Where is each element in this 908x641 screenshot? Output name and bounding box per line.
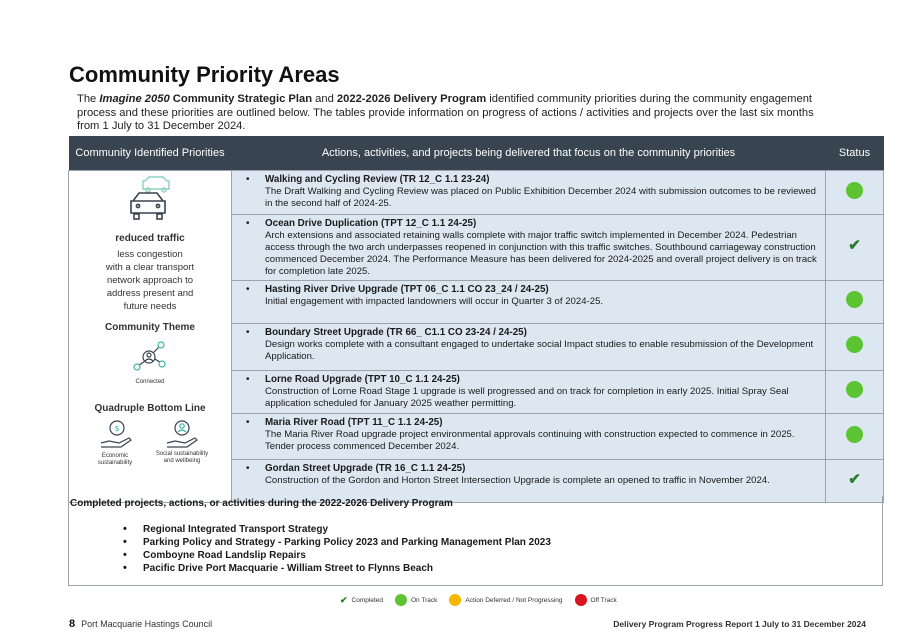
list-item: • Comboyne Road Landslip Repairs bbox=[123, 549, 551, 562]
green-dot-icon bbox=[395, 594, 407, 606]
priority-table bbox=[68, 136, 884, 503]
svg-text:$: $ bbox=[114, 423, 120, 433]
legend-completed: ✔ Completed bbox=[340, 594, 383, 605]
completed-status-icon: ✔ bbox=[848, 237, 861, 254]
qbl-economic-caption: Economic sustainability bbox=[97, 452, 133, 466]
yellow-dot-icon bbox=[449, 594, 461, 606]
table-row: • Lorne Road Upgrade (TPT 10_C 1.1 24-25) Construction of Lorne Road Stage 1 upgrade is well progressed and on track for completion in early 2025. Initial Spray Seal application scheduled for January 2025 weather permitting. bbox=[232, 370, 826, 413]
legend-on-track: On Track bbox=[395, 594, 437, 606]
priority-line-2: with a clear transport bbox=[105, 261, 195, 273]
on-track-status-icon bbox=[846, 426, 863, 443]
page-number: 8 bbox=[69, 618, 76, 630]
completed-title: Completed projects, actions, or activities during the 2022-2026 Delivery Program bbox=[70, 498, 453, 509]
legend-deferred: Action Deferred / Not Progressing bbox=[449, 594, 562, 606]
footer-report-title: Delivery Program Progress Report 1 July to 31 December 2024 bbox=[613, 619, 866, 629]
legend-off-track: Off Track bbox=[575, 594, 617, 606]
priority-line-1: less congestion bbox=[117, 248, 183, 260]
table-row: • Gordan Street Upgrade (TR 16_C 1.1 24-25) Construction of the Gordon and Horton Street Intersection Upgrade is complete an opened to traffic in November 2024. bbox=[232, 459, 826, 502]
status-cell bbox=[826, 370, 884, 413]
page-title: Community Priority Areas bbox=[69, 62, 340, 87]
completed-projects-section bbox=[68, 496, 883, 586]
on-track-status-icon bbox=[846, 336, 863, 353]
connected-icon bbox=[131, 339, 167, 375]
community-theme-label: Community Theme bbox=[104, 321, 195, 333]
on-track-status-icon bbox=[846, 291, 863, 308]
table-row: • Ocean Drive Duplication (TPT 12_C 1.1 24-25) Arch extensions and associated retaining walls complete with major traffic switch implemented in December 2024. Pedestrian access through the two arch underpasses reopened in conjunction with this traffic switches. Southbound carriageway construction commenced December 2024. The Performance Measure has been delivered for 2024-2025 and overall project delivery is on track for completion late 2025. bbox=[232, 214, 826, 280]
economic-sustainability-icon bbox=[99, 419, 133, 449]
priority-line-5: future needs bbox=[123, 300, 177, 312]
header-priorities: Community Identified Priorities bbox=[69, 136, 232, 170]
red-dot-icon bbox=[575, 594, 587, 606]
list-item: • Regional Integrated Transport Strategy bbox=[123, 523, 551, 536]
status-cell bbox=[826, 170, 884, 214]
council-name: Port Macquarie Hastings Council bbox=[81, 619, 213, 629]
status-cell bbox=[826, 214, 884, 280]
priority-line-4: address present and bbox=[106, 287, 194, 299]
social-wellbeing-icon bbox=[165, 419, 199, 449]
table-row: • Walking and Cycling Review (TR 12_C 1.1 23-24) The Draft Walking and Cycling Review was placed on Public Exhibition December 2024 with submission outcomes to be reviewed in the second half of 2024-25. bbox=[232, 170, 826, 214]
check-icon: ✔ bbox=[340, 594, 348, 605]
priority-cell bbox=[69, 170, 232, 502]
intro-paragraph: The Imagine 2050 Community Strategic Plan and 2022-2026 Delivery Program identified community priorities during the community engagement process and these priorities are outlined below. The tables provide information on progress of actions / activities and projects over the last six months from 1 July to 31 December 2024. bbox=[77, 93, 814, 133]
table-row: • Hasting River Drive Upgrade (TPT 06_C 1.1 CO 23_24 / 24-25) Initial engagement with impacted landowners will occur in Quarter 3 of 2024-25. bbox=[232, 280, 826, 323]
priority-title: reduced traffic bbox=[115, 232, 185, 244]
status-cell bbox=[826, 280, 884, 323]
completed-status-icon: ✔ bbox=[848, 470, 861, 488]
table-row: • Maria River Road (TPT 11_C 1.1 24-25) The Maria River Road upgrade project environmental approvals continuing with construction expected to commence in 2025. Tender process commenced December 2024. bbox=[232, 413, 826, 459]
on-track-status-icon bbox=[846, 381, 863, 398]
list-item: • Pacific Drive Port Macquarie - William Street to Flynns Beach bbox=[123, 562, 551, 575]
status-cell bbox=[826, 413, 884, 459]
footer-left bbox=[69, 618, 212, 630]
completed-list bbox=[123, 523, 551, 575]
theme-caption: Connected bbox=[135, 378, 165, 385]
qbl-label: Quadruple Bottom Line bbox=[94, 402, 206, 414]
status-legend bbox=[340, 594, 623, 606]
on-track-status-icon bbox=[846, 182, 863, 199]
table-row: • Boundary Street Upgrade (TR 66_ C1.1 CO 23-24 / 24-25) Design works complete with a consultant engaged to undertake social Impact studies to enable resubmission of the Development Application. bbox=[232, 323, 826, 370]
status-cell bbox=[826, 323, 884, 370]
header-status: Status bbox=[826, 136, 884, 170]
qbl-social-caption: Social sustainability and wellbeing bbox=[155, 450, 209, 464]
cars-icon bbox=[129, 175, 177, 221]
list-item: • Parking Policy and Strategy - Parking Policy 2023 and Parking Management Plan 2023 bbox=[123, 536, 551, 549]
priority-line-3: network approach to bbox=[106, 274, 194, 286]
header-actions: Actions, activities, and projects being delivered that focus on the community priorities bbox=[232, 136, 826, 170]
